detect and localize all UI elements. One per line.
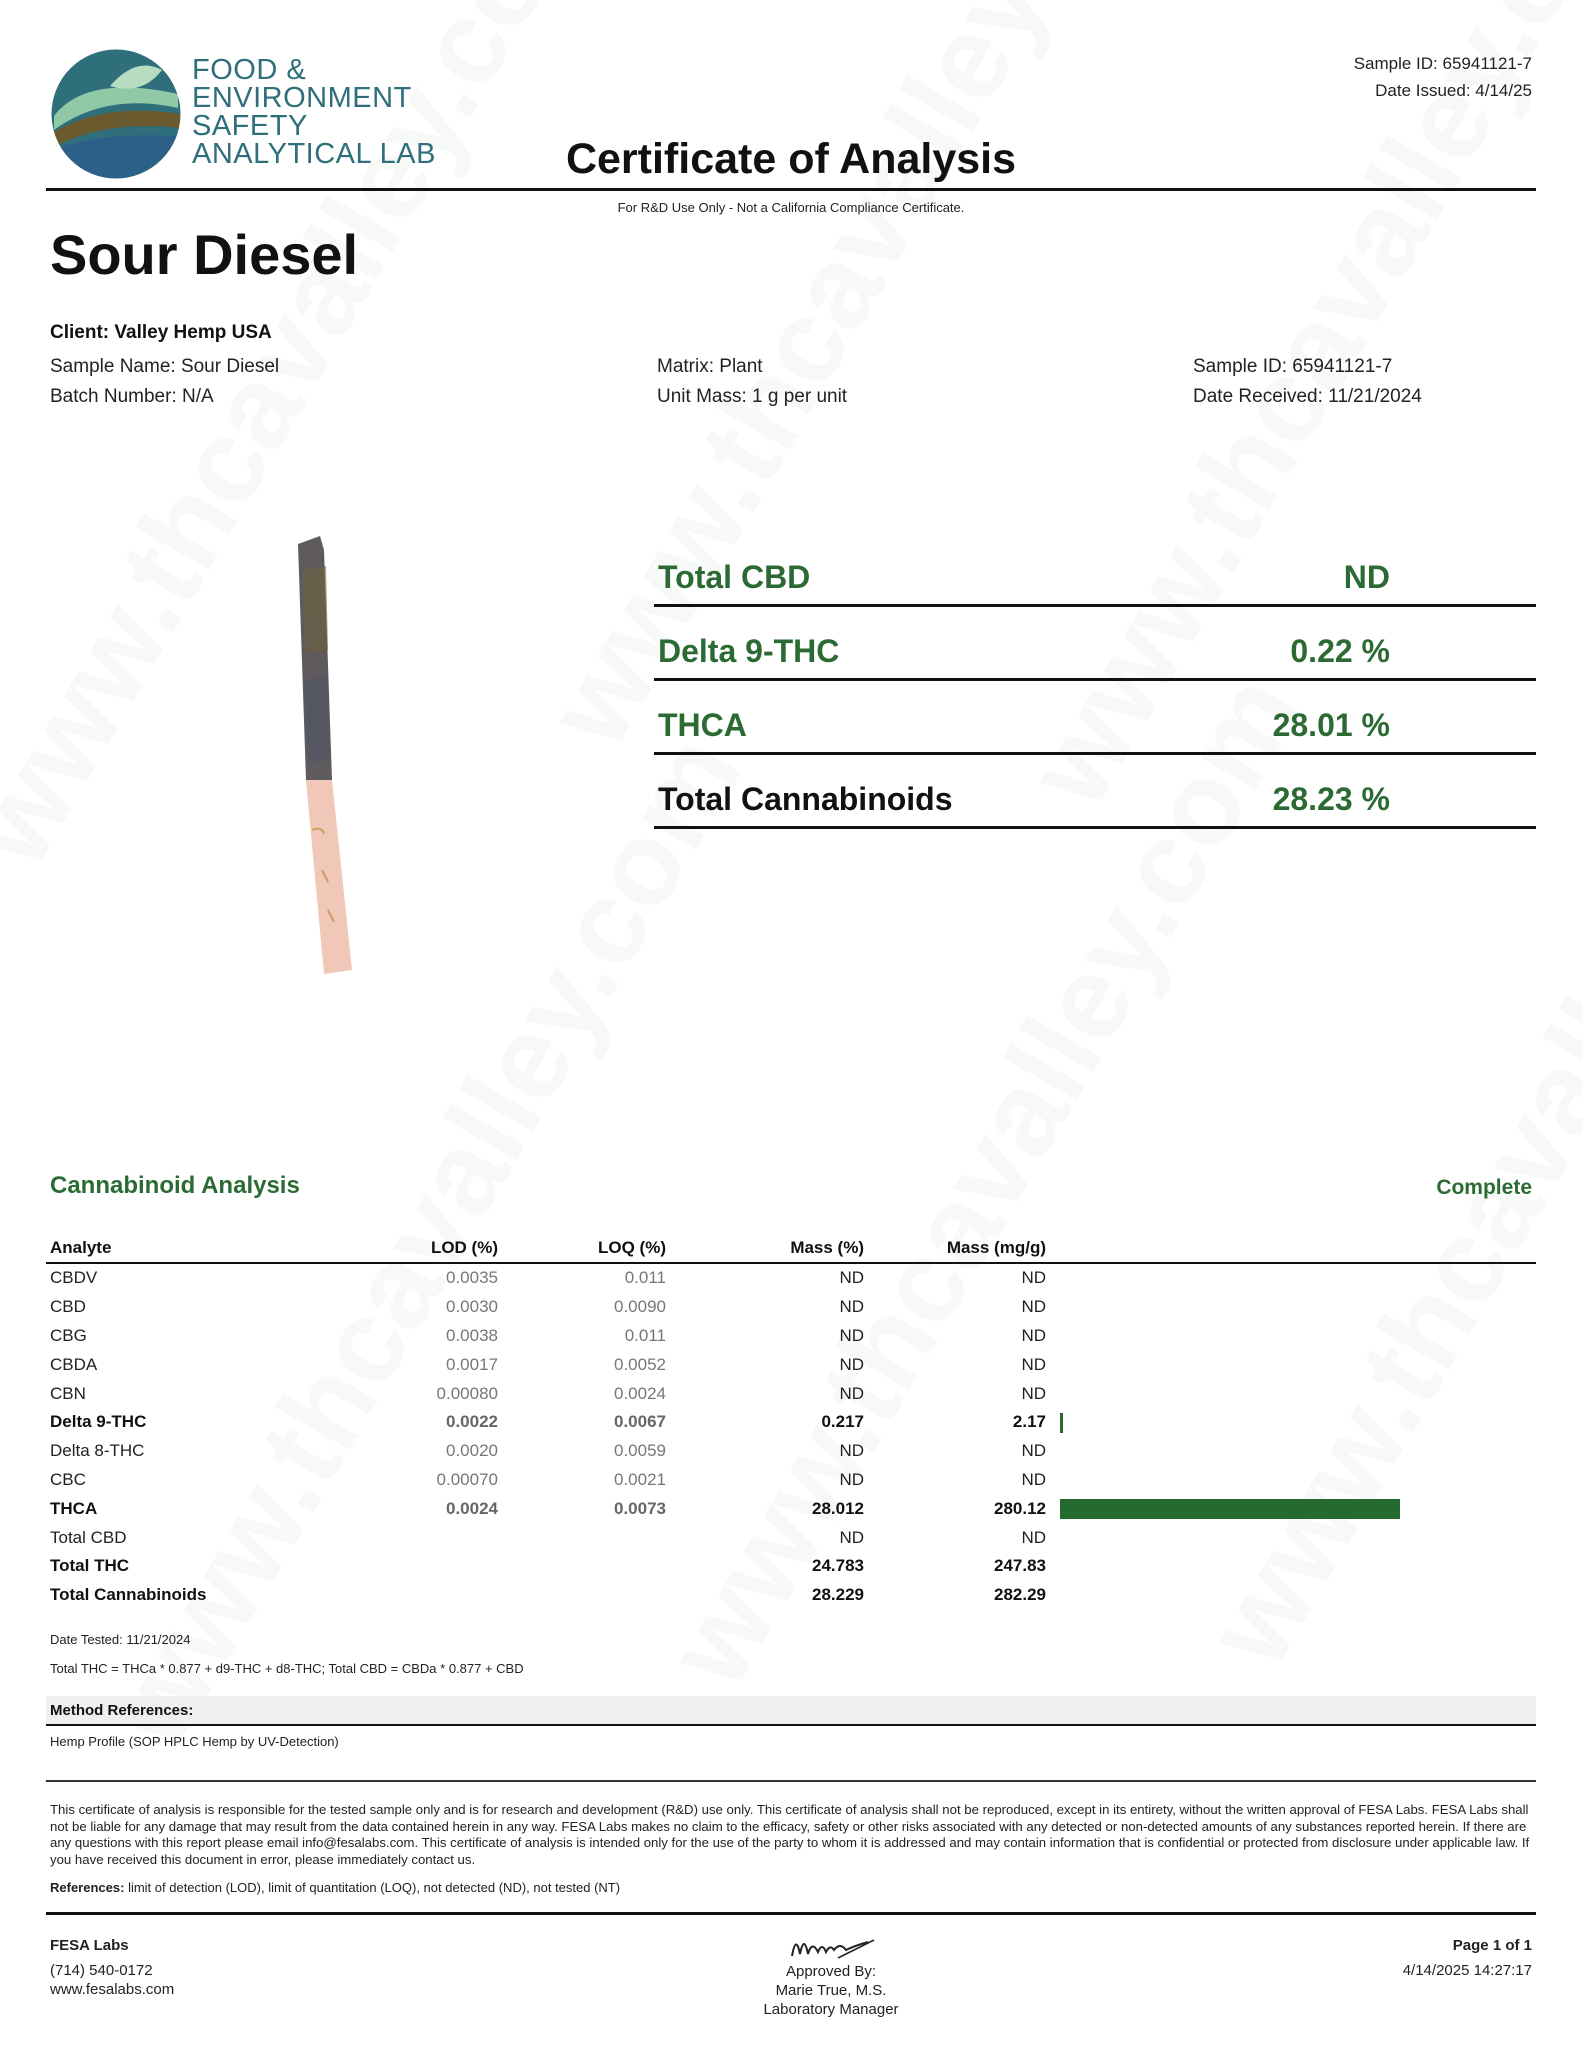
analysis-title: Cannabinoid Analysis — [50, 1172, 300, 1199]
summary-value: 28.23 % — [1272, 781, 1390, 817]
analyte-cell: CBC — [50, 1469, 86, 1489]
bar-cell — [1050, 1350, 1536, 1379]
mass-mg-cell: 282.29 — [994, 1585, 1046, 1605]
analyte-cell: THCA — [50, 1498, 98, 1518]
date-received: Date Received: 11/21/2024 — [1193, 386, 1422, 407]
method-references-text: Hemp Profile (SOP HPLC Hemp by UV-Detection) — [50, 1734, 339, 1749]
column-header: Mass (%) — [670, 1234, 868, 1263]
rnd-use-note: For R&D Use Only - Not a California Compliance Certificate. — [617, 200, 965, 215]
analyte-cell: CBG — [50, 1325, 87, 1345]
column-header: Mass (mg/g) — [868, 1234, 1050, 1263]
bar-cell — [1050, 1408, 1536, 1437]
loq-cell: 0.0059 — [614, 1441, 666, 1461]
lod-cell: 0.0035 — [446, 1268, 498, 1288]
page-number: Page 1 of 1 — [1452, 1937, 1532, 1954]
loq-cell — [502, 1581, 670, 1610]
lod-cell — [394, 1581, 502, 1610]
table-row — [46, 1494, 1536, 1523]
summary-row-total-cannabinoids — [654, 752, 1536, 829]
bar-cell — [1050, 1523, 1536, 1552]
loq-cell — [502, 1552, 670, 1581]
client-name: Client: Valley Hemp USA — [50, 322, 272, 343]
unit-mass: Unit Mass: 1 g per unit — [657, 386, 848, 407]
loq-cell: 0.0067 — [614, 1412, 666, 1432]
lod-cell: 0.00070 — [436, 1469, 498, 1489]
approver-name: Marie True, M.S. — [775, 1982, 887, 1999]
sample-id: Sample ID: 65941121-7 — [1193, 356, 1393, 377]
references-label: References: — [50, 1880, 125, 1895]
mass-percent-cell: 24.783 — [812, 1556, 864, 1576]
column-header: Analyte — [46, 1234, 394, 1263]
mass-mg-cell: ND — [1021, 1297, 1046, 1317]
mass-percent-cell: 28.229 — [812, 1585, 864, 1605]
analyte-cell: Delta 9-THC — [50, 1412, 147, 1432]
column-header: LOD (%) — [394, 1234, 502, 1263]
references-text: limit of detection (LOD), limit of quantitation (LOQ), not detected (ND), not tested (NT) — [128, 1880, 621, 1895]
product-name: Sour Diesel — [50, 223, 359, 286]
loq-cell: 0.0073 — [614, 1498, 666, 1518]
table-row — [46, 1437, 1536, 1466]
footer-company: FESA Labs — [50, 1937, 129, 1954]
table-row — [46, 1293, 1536, 1322]
analyte-cell: Total THC — [50, 1556, 130, 1576]
lod-cell: 0.0020 — [446, 1441, 498, 1461]
bar-cell — [1050, 1322, 1536, 1351]
mass-percent-cell: 0.217 — [821, 1412, 864, 1432]
header-date-issued: Date Issued: 4/14/25 — [1375, 81, 1532, 100]
loq-cell: 0.011 — [624, 1325, 666, 1345]
signature — [788, 1928, 878, 1964]
summary-value: 0.22 % — [1290, 633, 1390, 669]
table-row — [46, 1350, 1536, 1379]
summary-row-delta9-thc — [654, 604, 1536, 681]
lod-cell — [394, 1523, 502, 1552]
table-row — [46, 1552, 1536, 1581]
analysis-status: Complete — [1436, 1176, 1532, 1199]
mass-mg-cell: ND — [1021, 1325, 1046, 1345]
footer-right — [1403, 1936, 1532, 1980]
lod-cell: 0.0022 — [446, 1412, 498, 1432]
loq-cell: 0.011 — [624, 1268, 666, 1288]
mass-percent-cell: ND — [839, 1527, 864, 1547]
analyte-cell: CBDA — [50, 1354, 98, 1374]
approver-title: Laboratory Manager — [763, 2001, 899, 2018]
sample-name: Sample Name: Sour Diesel — [50, 356, 280, 377]
logo-line: SAFETY — [192, 110, 308, 142]
loq-cell: 0.0090 — [614, 1297, 666, 1317]
mass-mg-cell: ND — [1021, 1527, 1046, 1547]
summary-label: Total CBD — [658, 559, 811, 595]
mass-mg-cell: 280.12 — [994, 1498, 1046, 1518]
analyte-cell: Total CBD — [50, 1527, 127, 1547]
analyte-cell: CBN — [50, 1383, 86, 1403]
header-divider — [46, 188, 1536, 191]
mass-bar — [1060, 1499, 1400, 1519]
summary-value: ND — [1343, 559, 1390, 595]
logo-line: ANALYTICAL LAB — [192, 138, 436, 170]
mass-mg-cell: ND — [1021, 1268, 1046, 1288]
mass-percent-cell: ND — [839, 1297, 864, 1317]
table-row — [46, 1408, 1536, 1437]
document-title: Certificate of Analysis — [565, 135, 1017, 183]
footer-divider — [46, 1912, 1536, 1915]
bar-cell — [1050, 1379, 1536, 1408]
mass-mg-cell: ND — [1021, 1441, 1046, 1461]
summary-label: Total Cannabinoids — [658, 781, 953, 817]
mass-percent-cell: 28.012 — [812, 1498, 864, 1518]
bar-cell — [1050, 1263, 1536, 1293]
disclaimer: This certificate of analysis is responsible for the tested sample only and is for research and development (R&D) use only. This certificate of analysis shall not be reproduced, except in its entirety, without the written approval of FESA Labs. FESA Labs shall not be liable for any damage that may result from the data contained herein in any way. FESA Labs makes no claim to the efficacy, safety or other risks associated with any detected or non-detected amounts of any substances reported herein. If there are any questions with this report please email info@fesalabs.com. This certificate of analysis is intended only for the use of the party to whom it is addressed and may contain information that is confidential or protected from disclosure under applicable law. If you have received this document in error, please immediately contact us. — [50, 1802, 1530, 1867]
table-row — [46, 1466, 1536, 1495]
method-references-bar — [46, 1696, 1536, 1726]
header-sample-id: Sample ID: 65941121-7 — [1353, 54, 1532, 73]
product-photo — [262, 530, 372, 980]
lod-cell: 0.0017 — [446, 1354, 498, 1374]
analyte-cell: Total Cannabinoids — [50, 1585, 207, 1605]
mass-percent-cell: ND — [839, 1325, 864, 1345]
loq-cell: 0.0052 — [614, 1354, 666, 1374]
disclaimer-divider — [46, 1780, 1536, 1782]
logo-line: ENVIRONMENT — [192, 82, 412, 114]
table-row — [46, 1523, 1536, 1552]
table-header-row — [46, 1234, 1536, 1263]
column-header: LOQ (%) — [502, 1234, 670, 1263]
mass-mg-cell: ND — [1021, 1354, 1046, 1374]
total-formula: Total THC = THCa * 0.877 + d9-THC + d8-THC; Total CBD = CBDa * 0.877 + CBD — [50, 1661, 524, 1676]
summary-label: Delta 9-THC — [658, 633, 840, 669]
cannabinoid-table — [46, 1234, 1536, 1610]
mass-mg-cell: ND — [1021, 1469, 1046, 1489]
logo-line: FOOD & — [192, 54, 307, 86]
approved-by: Approved By: — [785, 1963, 877, 1980]
mass-mg-cell: ND — [1021, 1383, 1046, 1403]
footer-left — [50, 1936, 174, 1999]
loq-cell: 0.0024 — [614, 1383, 666, 1403]
mass-percent-cell: ND — [839, 1469, 864, 1489]
column-header-bar — [1050, 1234, 1536, 1263]
mass-percent-cell: ND — [839, 1354, 864, 1374]
bar-cell — [1050, 1293, 1536, 1322]
lod-cell: 0.0024 — [446, 1498, 498, 1518]
matrix: Matrix: Plant — [657, 356, 763, 377]
sample-info-middle — [657, 352, 847, 412]
loq-cell: 0.0021 — [614, 1469, 666, 1489]
sample-info-right — [1193, 352, 1422, 412]
summary-row-thca — [654, 678, 1536, 755]
analyte-cell: Delta 8-THC — [50, 1441, 145, 1461]
bar-cell — [1050, 1466, 1536, 1495]
table-row — [46, 1263, 1536, 1293]
header-meta — [1354, 50, 1532, 104]
date-tested: Date Tested: 11/21/2024 — [50, 1632, 191, 1647]
batch-number: Batch Number: N/A — [50, 386, 214, 407]
bar-cell — [1050, 1494, 1536, 1523]
references — [50, 1880, 620, 1895]
footer-center — [691, 1962, 971, 2019]
lod-cell — [394, 1552, 502, 1581]
summary-row-total-cbd — [654, 530, 1536, 607]
loq-cell — [502, 1523, 670, 1552]
bar-cell — [1050, 1581, 1536, 1610]
bar-cell — [1050, 1437, 1536, 1466]
lod-cell: 0.00080 — [436, 1383, 498, 1403]
sample-info-left — [50, 352, 279, 412]
bar-cell — [1050, 1552, 1536, 1581]
summary-value: 28.01 % — [1272, 707, 1390, 743]
analyte-cell: CBDV — [50, 1268, 98, 1288]
table-row — [46, 1322, 1536, 1351]
table-body — [46, 1263, 1536, 1610]
footer-website[interactable]: www.fesalabs.com — [50, 1981, 175, 1998]
analyte-cell: CBD — [50, 1297, 86, 1317]
table-row — [46, 1379, 1536, 1408]
footer-phone: (714) 540-0172 — [50, 1962, 153, 1979]
mass-mg-cell: 2.17 — [1012, 1412, 1046, 1432]
summary-label: THCA — [658, 707, 747, 743]
mass-percent-cell: ND — [839, 1268, 864, 1288]
mass-percent-cell: ND — [839, 1441, 864, 1461]
mass-bar — [1060, 1413, 1063, 1433]
method-references-label: Method References: — [50, 1702, 194, 1719]
table-row — [46, 1581, 1536, 1610]
mass-mg-cell: 247.83 — [994, 1556, 1046, 1576]
lod-cell: 0.0038 — [446, 1325, 498, 1345]
footer-timestamp: 4/14/2025 14:27:17 — [1402, 1962, 1532, 1979]
lod-cell: 0.0030 — [446, 1297, 498, 1317]
mass-percent-cell: ND — [839, 1383, 864, 1403]
